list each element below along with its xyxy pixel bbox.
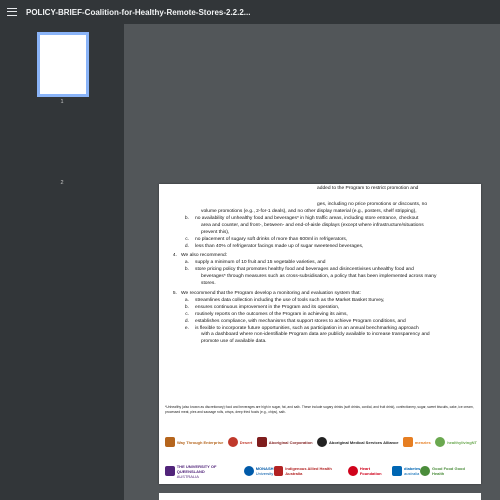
list-item bbox=[165, 298, 475, 305]
partner-logo bbox=[228, 437, 252, 447]
list-marker: d. bbox=[184, 318, 189, 324]
logo-subtext: australia bbox=[404, 471, 420, 476]
logo-name: Aboriginal Corporation bbox=[268, 439, 313, 445]
list-text: beverages* through measures such as cross-subsidisation, a policy that has been implemented across many bbox=[201, 274, 437, 280]
list-item bbox=[165, 312, 475, 319]
partner-logo bbox=[165, 437, 223, 447]
list-marker: d. bbox=[184, 243, 189, 249]
next-page bbox=[159, 493, 481, 500]
partner-logo bbox=[392, 466, 420, 476]
partner-logo bbox=[348, 466, 392, 476]
page-number-1: 1 bbox=[60, 99, 64, 105]
partner-logo bbox=[403, 437, 431, 447]
partner-logo bbox=[274, 466, 349, 476]
logo-text bbox=[269, 440, 313, 445]
list-marker: 4. bbox=[172, 253, 177, 259]
partner-logo bbox=[317, 437, 398, 447]
list-marker: 5. bbox=[172, 290, 177, 296]
logo-text bbox=[285, 466, 348, 476]
logo-name: menzies bbox=[414, 439, 431, 445]
list-text: We recommend that the Program develop a monitoring and evaluation system that: bbox=[181, 290, 361, 296]
logo-name: Good Food Good Health bbox=[432, 466, 465, 476]
list-item bbox=[165, 216, 475, 223]
menu-icon[interactable] bbox=[0, 0, 24, 24]
partner-logo bbox=[435, 437, 477, 447]
partner-logo bbox=[244, 466, 274, 476]
list-text: routinely reports on the outcomes of the Program in achieving its aims, bbox=[195, 311, 348, 317]
logo-name: Indigenous Allied Health Australia bbox=[285, 466, 332, 476]
list-text: supply a minimum of 10 fruit and 15 vegetable varieties, and bbox=[195, 260, 326, 266]
logo-mark-icon bbox=[244, 466, 254, 476]
logo-mark-icon bbox=[392, 466, 402, 476]
partner-logo bbox=[420, 466, 477, 476]
list-text: streamlines data collection including the use of tools such as the Market Basket Survey, bbox=[195, 297, 385, 303]
toolbar bbox=[0, 0, 500, 24]
list-item bbox=[165, 291, 475, 298]
text-fragment: added to the Program to restrict promotion and bbox=[317, 186, 419, 191]
partner-logos-row-2 bbox=[165, 460, 477, 482]
list-marker: c. bbox=[185, 311, 189, 317]
list-item bbox=[165, 209, 475, 216]
list-text: store pricing policy that promotes healthy food and beverages and disincentivises unhealthy food and bbox=[195, 267, 414, 273]
list-marker: a. bbox=[184, 297, 189, 303]
logo-name: MONASH bbox=[255, 466, 274, 471]
logo-mark-icon bbox=[435, 437, 445, 447]
logo-mark-icon bbox=[420, 466, 430, 476]
logo-text bbox=[432, 466, 477, 476]
document-page bbox=[159, 184, 481, 484]
recommendation-list bbox=[165, 209, 475, 346]
list-item bbox=[165, 305, 475, 312]
logo-text bbox=[240, 440, 252, 445]
list-text: ensures continuous improvement in the Program and its operation, bbox=[195, 304, 340, 310]
list-item bbox=[165, 339, 475, 346]
list-text: with a dashboard where non-identifiable Program data are publicly available to increase transparency and bbox=[201, 332, 430, 338]
list-item bbox=[165, 319, 475, 326]
logo-name: Way Through Enterprise bbox=[177, 439, 224, 445]
list-text: no placement of sugary soft drinks of more than 600ml in refrigerators, bbox=[195, 236, 348, 242]
list-text: promote use of available data. bbox=[201, 339, 267, 345]
logo-mark-icon bbox=[317, 437, 327, 447]
logo-mark-icon bbox=[348, 466, 358, 476]
logo-mark-icon bbox=[165, 437, 175, 447]
list-text: area and counter, and front-, between- and end-of-aisle displays (except where infrastructure/situations bbox=[201, 222, 424, 228]
logo-mark-icon bbox=[165, 466, 175, 476]
logo-name: healthylivingNT bbox=[447, 439, 477, 445]
list-item bbox=[165, 281, 475, 288]
logo-subtext: University bbox=[255, 471, 274, 476]
logo-text bbox=[447, 440, 477, 445]
partner-logo bbox=[165, 464, 244, 479]
logo-name: Aboriginal Medical Services Alliance bbox=[329, 439, 399, 445]
logo-mark-icon bbox=[257, 437, 267, 447]
list-text: stores. bbox=[201, 281, 216, 287]
list-text: volume promotions (e.g., 2-for-1 deals), and no other display material (e.g., posters, shelf stripping), bbox=[201, 209, 417, 214]
logo-text bbox=[415, 440, 431, 445]
logo-text bbox=[329, 440, 398, 445]
list-marker: e. bbox=[184, 325, 189, 331]
logo-text bbox=[404, 466, 420, 476]
list-marker: c. bbox=[185, 236, 189, 242]
logo-text bbox=[177, 464, 244, 479]
logo-text bbox=[177, 440, 223, 445]
list-item bbox=[165, 237, 475, 244]
list-item bbox=[165, 244, 475, 251]
page-thumbnail-1[interactable] bbox=[38, 33, 88, 96]
list-marker: a. bbox=[184, 260, 189, 266]
logo-text bbox=[360, 466, 392, 476]
logo-text bbox=[256, 466, 274, 476]
list-text: is flexible to incorporate future opportunities, such as participation in an annual benchmarking approach bbox=[195, 325, 419, 331]
footnote: *Unhealthy (also known as discretionary) food and beverages are high in sugar, fat, and salt¹. These include sugary drinks (soft drinks, cordial, and fruit drink), confectionery, sugar, sweet biscuits, cake, ice cream, processed meat, pies and sausage rolls, crisps, deep fried foods (e.g., chips), salt¹. bbox=[165, 405, 474, 414]
logo-mark-icon bbox=[228, 437, 238, 447]
list-marker: b. bbox=[184, 304, 189, 310]
list-text: prevent this), bbox=[201, 229, 230, 235]
text-fragment: ges, including no price promotions or discounts, no bbox=[317, 202, 428, 207]
list-text: establishes compliance, with mechanisms that support stores to achieve Program conditions, and bbox=[195, 318, 406, 324]
list-text: no availability of unhealthy food and beverages* in high traffic areas, including store entrance, checkout bbox=[195, 215, 419, 221]
logo-mark-icon bbox=[403, 437, 413, 447]
page-number-2: 2 bbox=[60, 180, 64, 186]
list-text: We also recommend: bbox=[181, 253, 228, 259]
document-title: POLICY-BRIEF-Coalition-for-Healthy-Remote-Stores-2.2.2... bbox=[26, 7, 251, 17]
partner-logos-row-1 bbox=[165, 430, 477, 454]
logo-subtext: AUSTRALIA bbox=[176, 473, 199, 479]
document-viewer[interactable] bbox=[124, 24, 500, 500]
list-marker: b. bbox=[184, 215, 189, 221]
partner-logo bbox=[257, 437, 313, 447]
list-item bbox=[165, 230, 475, 237]
logo-name: Desert bbox=[239, 439, 253, 445]
logo-name: Heart Foundation bbox=[359, 466, 382, 476]
list-item bbox=[165, 223, 475, 230]
thumbnail-sidebar bbox=[0, 24, 124, 500]
logo-mark-icon bbox=[274, 466, 284, 476]
list-text: less than 40% of refrigerator facings made up of sugar sweetened beverages, bbox=[195, 243, 364, 249]
list-marker: b. bbox=[184, 267, 189, 273]
logo-name: THE UNIVERSITY OF QUEENSLAND bbox=[176, 463, 217, 474]
logo-name: diabetes bbox=[404, 466, 421, 471]
